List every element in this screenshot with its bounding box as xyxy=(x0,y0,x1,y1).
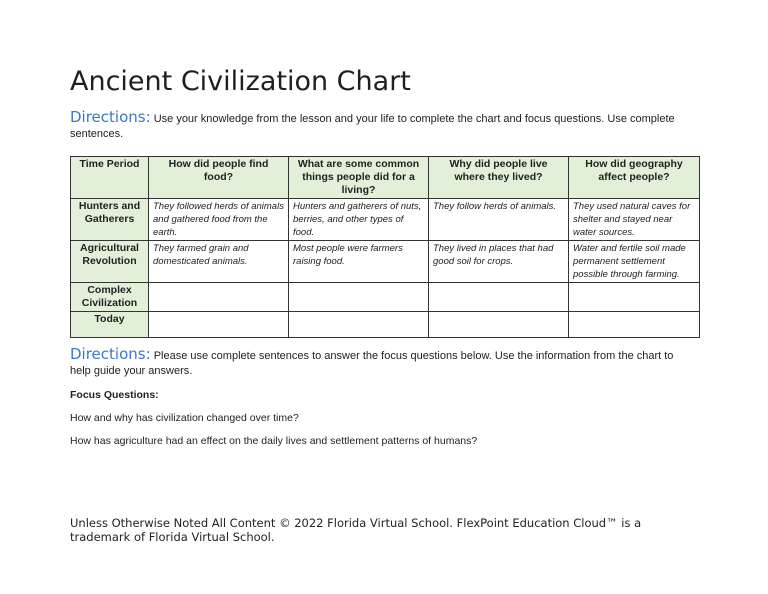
table-cell[interactable] xyxy=(289,283,429,312)
table-row xyxy=(71,312,700,338)
table-row xyxy=(71,241,700,283)
table-cell[interactable] xyxy=(569,312,700,338)
header-living: What are some common things people did for a living? xyxy=(289,157,429,199)
table-cell[interactable] xyxy=(289,312,429,338)
directions-paragraph-2 xyxy=(70,347,695,379)
table-cell[interactable] xyxy=(149,312,289,338)
directions-text: Use your knowledge from the lesson and your life to complete the chart and focus questions. Use complete sentences. xyxy=(70,113,675,140)
chart-header-row xyxy=(71,157,700,199)
table-cell[interactable]: Water and fertile soil made permanent settlement possible through farming. xyxy=(569,241,700,283)
table-cell[interactable]: Hunters and gatherers of nuts, berries, and other types of food. xyxy=(289,199,429,241)
table-cell[interactable] xyxy=(149,283,289,312)
table-cell[interactable]: Most people were farmers raising food. xyxy=(289,241,429,283)
row-head-today: Today xyxy=(71,312,149,338)
table-row xyxy=(71,199,700,241)
table-row xyxy=(71,283,700,312)
header-food: How did people find food? xyxy=(149,157,289,199)
row-head-complex: Complex Civilization xyxy=(71,283,149,312)
header-time-period: Time Period xyxy=(71,157,149,199)
directions-heading: Directions: xyxy=(70,108,151,126)
row-head-agricultural: Agricultural Revolution xyxy=(71,241,149,283)
focus-question-1: How and why has civilization changed over time? xyxy=(70,412,299,424)
directions-paragraph xyxy=(70,110,695,142)
civilization-chart xyxy=(70,156,700,338)
page-title: Ancient Civilization Chart xyxy=(70,66,411,97)
directions-text-2: Please use complete sentences to answer the focus questions below. Use the information from the chart to help guide your answers. xyxy=(70,350,674,377)
table-cell[interactable]: They farmed grain and domesticated animals. xyxy=(149,241,289,283)
copyright-footer: Unless Otherwise Noted All Content © 2022 Florida Virtual School. FlexPoint Education Cloud™ is a trademark of Florida Virtual School. xyxy=(70,516,642,544)
table-cell[interactable] xyxy=(429,283,569,312)
header-geography: How did geography affect people? xyxy=(569,157,700,199)
directions-heading-2: Directions: xyxy=(70,345,151,363)
row-head-hunters: Hunters and Gatherers xyxy=(71,199,149,241)
table-cell[interactable]: They used natural caves for shelter and stayed near water sources. xyxy=(569,199,700,241)
table-cell[interactable]: They follow herds of animals. xyxy=(429,199,569,241)
table-cell[interactable] xyxy=(569,283,700,312)
focus-question-2: How has agriculture had an effect on the daily lives and settlement patterns of humans? xyxy=(70,435,478,447)
focus-questions-label: Focus Questions: xyxy=(70,389,159,401)
header-location: Why did people live where they lived? xyxy=(429,157,569,199)
table-cell[interactable]: They lived in places that had good soil for crops. xyxy=(429,241,569,283)
table-cell[interactable]: They followed herds of animals and gathered food from the earth. xyxy=(149,199,289,241)
table-cell[interactable] xyxy=(429,312,569,338)
